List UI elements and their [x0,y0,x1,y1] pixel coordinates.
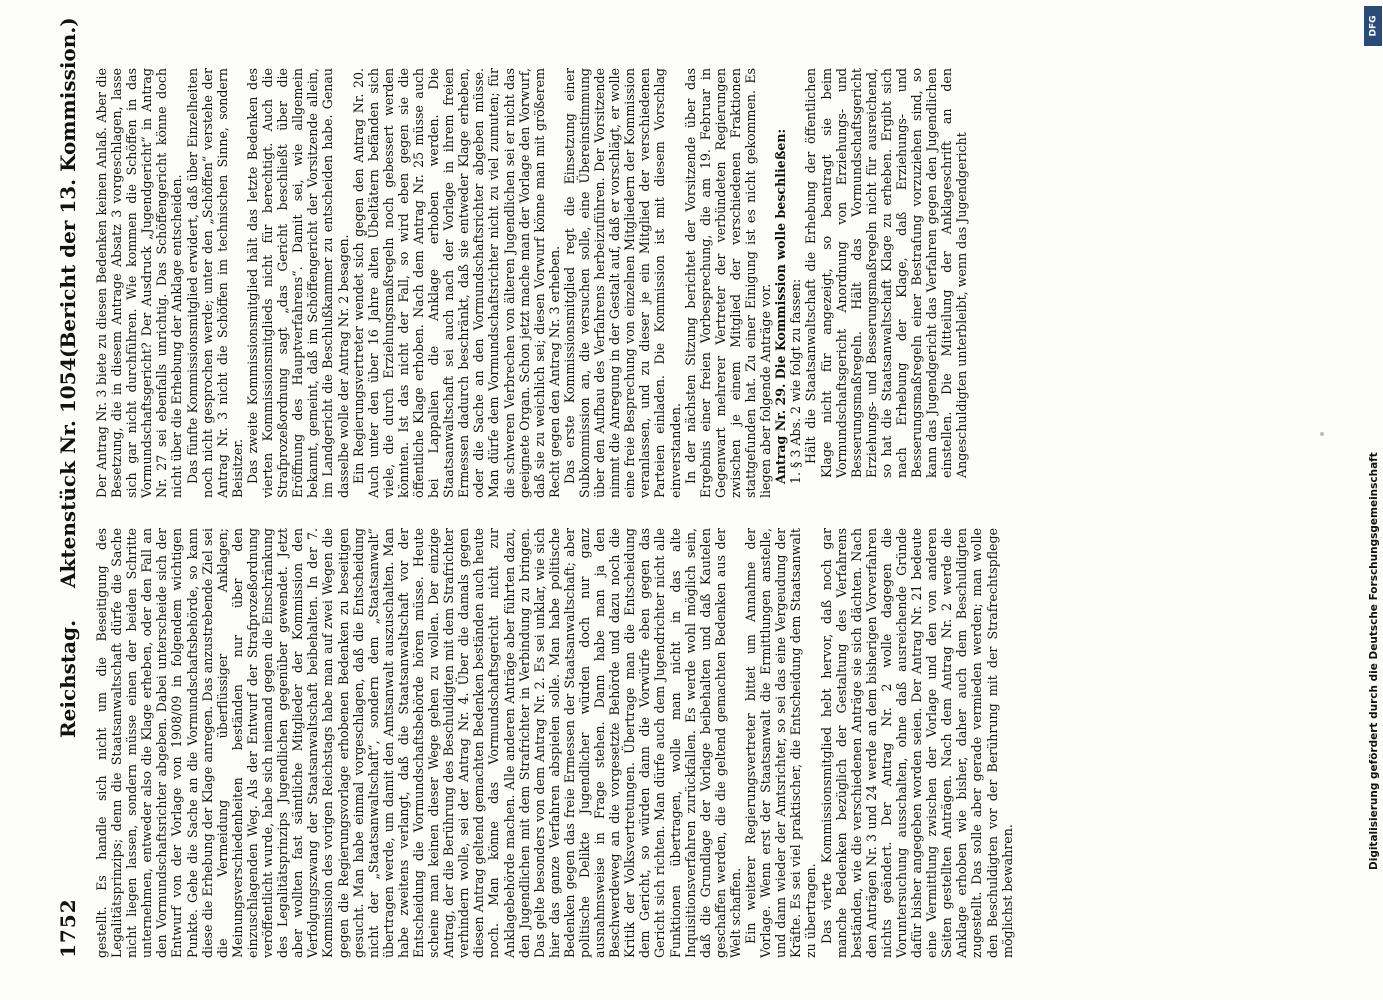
header-center: Aktenstück Nr. 1054. [56,350,80,588]
scan-mark [1320,432,1324,436]
paragraph: Das zweite Kommissionsmitglied hält das letzte Bedenken des vierten Kommissionsmitglieds nicht für berechtigt. Auch die Strafprozeßordnung sagt „das Gericht beschließt über die Eröffnung des Hauptverfahrens“. Damit sei, wie allgemein bekannt, gemeint, daß im Schöffengericht der Vorsitzende allein, im Landgericht die Beschlußkammer zu entscheiden habe. Genau dasselbe wolle der Antrag Nr. 2 besagen. [244,68,351,498]
paragraph: Hält die Staatsanwaltschaft die Erhebung der öffentlichen Klage nicht für angezeigt, so beantragt sie beim Vormundschaftsgericht Anordnung von Erziehungs- und Besserungsmaßregeln. Hält das Vormundschaftsgericht Erziehungs- und Besserungsmaßregeln nicht für ausreichend, so hat die Staatsanwaltschaft Klage zu erheben. Ergibt sich nach Erhebung der Klage, daß Erziehungs- und Besserungsmaßregeln einer Bestrafung vorzuziehen sind, so kann das Jugendgericht das Verfahren gegen den Jugendlichen einstellen. Die Mitteilung der Anklageschrift an den Angeschuldigten unterbleibt, wenn das Jugendgericht [803,68,970,478]
paragraph: Das vierte Kommissionsmitglied hebt hervor, daß noch gar manche Bedenken bezüglich der Gestaltung des Verfahrens beständen, wie die verschiedenen Anträge sie sich dächten. Nach den Anträgen Nr. 3 und 24 werde an dem bisherigen Vorverfahren nichts geändert. Der Antrag Nr. 2 wolle dagegen die Voruntersuchung ausschalten, ohne daß ausreichende Gründe dafür bisher angegeben worden seien. Der Antrag Nr. 21 bedeute eine Vermittlung zwischen der Vorlage und den von anderen Seiten gestellten Anträgen. Nach dem Antrag Nr. 2 werde die Anklage erhoben wie bisher, daher auch dem Beschuldigten zugestellt. Das solle aber gerade vermieden werden; man wolle den Beschuldigten vor der Berührung mit der Strafrechtspflege möglichst bewahren. [818,528,1015,958]
dfg-logo: DFG [1364,6,1382,46]
text-column-right [94,68,970,498]
paragraph: Ein Regierungsvertreter wendet sich gegen den Antrag Nr. 20. Auch unter den über 16 Jahre alten Übeltätern befänden sich viele, die durch Erziehungsmaßregeln noch gebessert werden könnten. Ist das nicht der Fall, so wird eben gegen sie die öffentliche Klage erhoben. Nach dem Antrag Nr. 25 müsse auch bei Lappalien die Anklage erhoben werden. Die Staatsanwaltschaft sei auch nach der Vorlage in ihrem freien Ermessen dadurch beschränkt, daß sie entweder Klage erheben, oder die Sache an den Vormundschaftsrichter abgeben müsse. Man dürfe dem Vormundschaftsrichter nicht zu viel zumuten; für die schweren Verbrechen von älteren Jugendlichen sei er nicht das geeignete Organ. Schon jetzt mache man der Vorlage den Vorwurf, daß sie zu weichlich sei; diesen Vorwurf könne man mit größerem Recht gegen den Antrag Nr. 3 erheben. [350,68,562,498]
paragraph: In der nächsten Sitzung berichtet der Vorsitzende über das Ergebnis einer freien Vorbesprechung, die am 19. Februar in Gegenwart mehrerer Vertreter der verbündeten Regierungen zwischen je einem Mitglied der verschiedenen Fraktionen stattgefunden hat. Zu einer Einigung ist es nicht gekommen. Es liegen aber folgende Anträge vor. [682,68,774,498]
text-column-left [94,528,1015,958]
paragraph: Das erste Kommissionsmitglied regt die Einsetzung einer Subkommission an, die versuchen solle, eine Übereinstimmung über den Aufbau des Verfahrens herbeizuführen. Der Vorsitzende nimmt die Anregung in der Gestalt auf, daß er vorschlägt, er wolle eine freie Besprechung von einzelnen Mitgliedern der Kommission veranlassen, und zu dieser je ein Mitglied der verschiedenen Parteien einladen. Die Kommission ist mit diesem Vorschlag einverstanden. [561,68,683,498]
paragraph: Antrag Nr. 29. Die Kommission wolle beschließen: [773,128,789,484]
paragraph: Der Antrag Nr. 3 biete zu diesen Bedenken keinen Anlaß. Aber die Besetzung, die in diesem Antrage Absatz 3 vorgeschlagen, lasse sich gar nicht durchführen. Wie kommen die Schöffen in das Vormundschaftsgericht? Der Ausdruck „Jugendgericht“ in Antrag Nr. 27 sei ebenfalls unrichtig. Das Schöffengericht könne doch nicht über die Erhebung der Anklage entscheiden. [94,68,185,498]
page-number: 1752 [56,898,80,958]
paragraph: 1. § 3 Abs. 2 wie folgt zu fassen: [788,278,804,484]
paragraph: Das fünfte Kommissionsmitglied erwidert, daß über Einzelheiten noch nicht gesprochen werde; unter den „Schöffen“ verstehe der Antrag Nr. 3 nicht die Schöffen im technischen Sinne, sondern Beisitzer. [184,68,245,498]
digitization-credit: Digitalisierung gefördert durch die Deutsche Forschungsgemeinschaft [1368,452,1380,870]
paragraph: gestellt. Es handle sich nicht um die Beseitigung des Legalitätsprinzips; denn die Staatsanwaltschaft dürfe die Sache nicht liegen lassen, sondern müsse einen der beiden Schritte unternehmen, entweder also die Klage erheben, oder den Fall an den Vormundschaftsrichter abgeben. Dabei unterscheide sich der Entwurf von der Vorlage von 1908/09 in folgendem wichtigen Punkte. Gehe die Sache an die Vormundschaftsbehörde, so kann diese die Erhebung der Klage anregen. Das anzustrebende Ziel sei die Vermeidung überflüssiger Anklagen; Meinungsverschiedenheiten beständen nur über den einzuschlagenden Weg. Als der Entwurf der Strafprozeßordnung veröffentlicht wurde, habe sich niemand gegen die Einschränkung des Legalitätsprinzips Jugendlichen gegenüber gewendet. Jetzt aber wollten fast sämtliche Mitglieder der Kommission den Verfolgungszwang der Staatsanwaltschaft beibehalten. In der 7. Kommission des vorigen Reichstags habe man auf zwei Wegen die gegen die Regierungsvorlage erhobenen Bedenken zu beseitigen gesucht. Man habe einmal vorgeschlagen, daß die Entscheidung nicht der „Staatsanwaltschaft“, sondern dem „Staatsanwalt“ übertragen werde, um damit den Amtsanwalt auszuschalten. Man habe zweitens verlangt, daß die Staatsanwaltschaft vor der Entscheidung die Vormundschaftsbehörde hören müsse. Heute scheine man keinen dieser Wege gehen zu wollen. Der einzige Antrag, der die Berührung des Beschuldigten mit dem Strafrichter verhindern wolle, sei der Antrag Nr. 4. Über die damals gegen diesen Antrag geltend gemachten Bedenken beständen auch heute noch. Man könne das Vormundschaftsgericht nicht zur Anklagebehörde machen. Alle anderen Anträge aber führten dazu, den Jugendlichen mit dem Strafrichter in Verbindung zu bringen. Das gelte besonders von dem Antrag Nr. 2. Es sei unklar, wie sich hier das ganze Verfahren abspielen solle. Man habe politische Bedenken gegen das freie Ermessen der Staatsanwaltschaft; aber politische Delikte Jugendlicher würden doch nur ganz ausnahmsweise in Frage stehen. Dann habe man ja den Beschwerdeweg an die vorgesetzte Behörde und dazu noch die Kritik der Volksvertretungen. Übertrage man die Entscheidung dem Gericht, so würden dann die Vorwürfe eben gegen das Gericht sich richten. Man dürfe auch dem Jugendrichter nicht alle Funktionen übertragen, wolle man nicht in das alte Inquisitionsverfahren zurückfallen. Es werde wohl möglich sein, daß die Grundlage der Vorlage beibehalten und daß Kautelen geschaffen werden, die die geltend gemachten Bedenken aus der Welt schaffen. [94,528,743,958]
header-left: Reichstag. [56,619,80,738]
page-header [56,17,82,958]
paragraph: Ein weiterer Regierungsvertreter bittet um Annahme der Vorlage. Wenn erst der Staatsanwalt die Ermittlungen anstelle, und dann wieder der Amtsrichter, so sei das eine Vergeudung der Kräfte. Es sei viel praktischer, die Entscheidung dem Staatsanwalt zu übertragen. [743,528,819,958]
header-right: (Bericht der 13. Kommission.) [56,17,80,358]
